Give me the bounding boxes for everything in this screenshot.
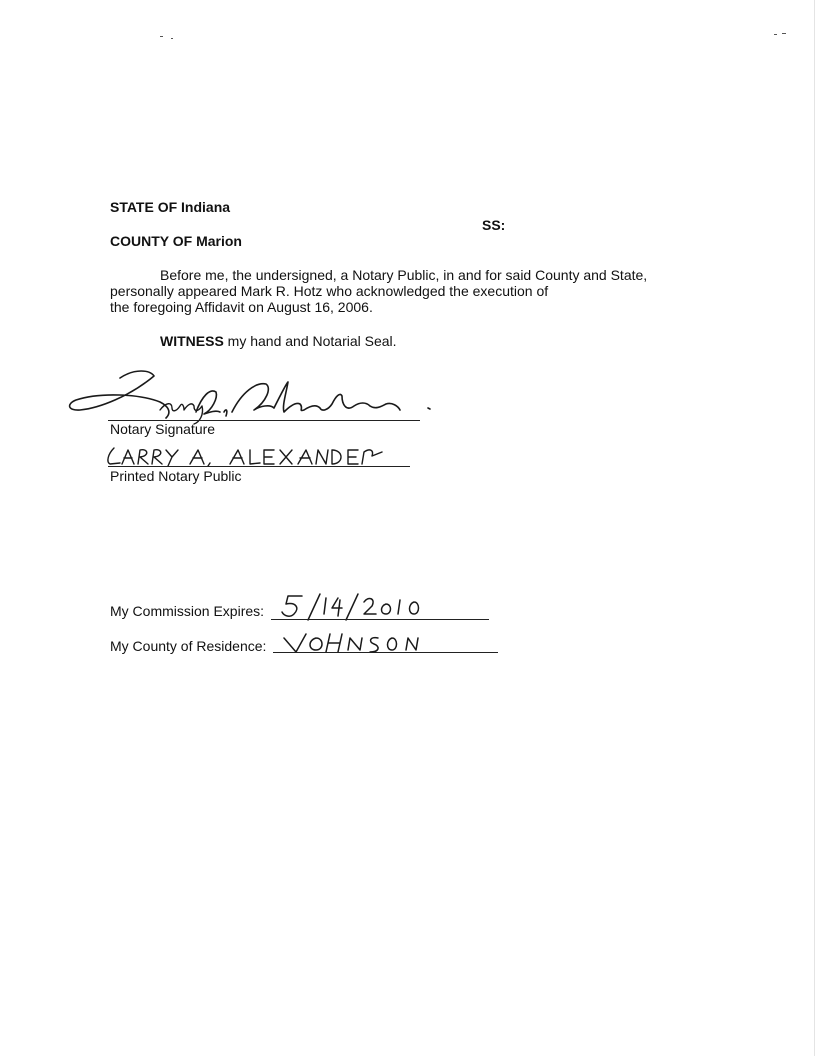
residence-label: My County of Residence: xyxy=(110,638,267,654)
witness-line xyxy=(160,333,397,349)
notary-signature-label: Notary Signature xyxy=(110,421,216,437)
scan-speck xyxy=(774,34,777,35)
notary-signature xyxy=(60,366,440,428)
scan-speck xyxy=(160,36,163,37)
scan-edge xyxy=(814,0,815,1056)
printed-name-handwriting xyxy=(100,444,390,468)
printed-name-label: Printed Notary Public xyxy=(110,468,242,484)
body-line-2: personally appeared Mark R. Hotz who acknowledged the execution of xyxy=(110,283,549,299)
scan-speck xyxy=(782,33,786,34)
county-heading: COUNTY OF Marion xyxy=(110,233,242,249)
commission-date-handwriting xyxy=(280,592,440,622)
residence-line xyxy=(273,652,498,653)
scan-speck xyxy=(171,38,173,39)
body-line-1: Before me, the undersigned, a Notary Public, in and for said County and State, xyxy=(160,267,648,283)
witness-bold: WITNESS xyxy=(160,333,224,349)
witness-rest: my hand and Notarial Seal. xyxy=(223,333,397,349)
ss-label: SS: xyxy=(482,217,506,233)
body-line-3: the foregoing Affidavit on August 16, 2006. xyxy=(110,299,373,315)
printed-name-line xyxy=(108,466,410,467)
commission-line xyxy=(271,619,489,620)
state-heading: STATE OF Indiana xyxy=(110,199,231,215)
commission-label: My Commission Expires: xyxy=(110,603,265,619)
